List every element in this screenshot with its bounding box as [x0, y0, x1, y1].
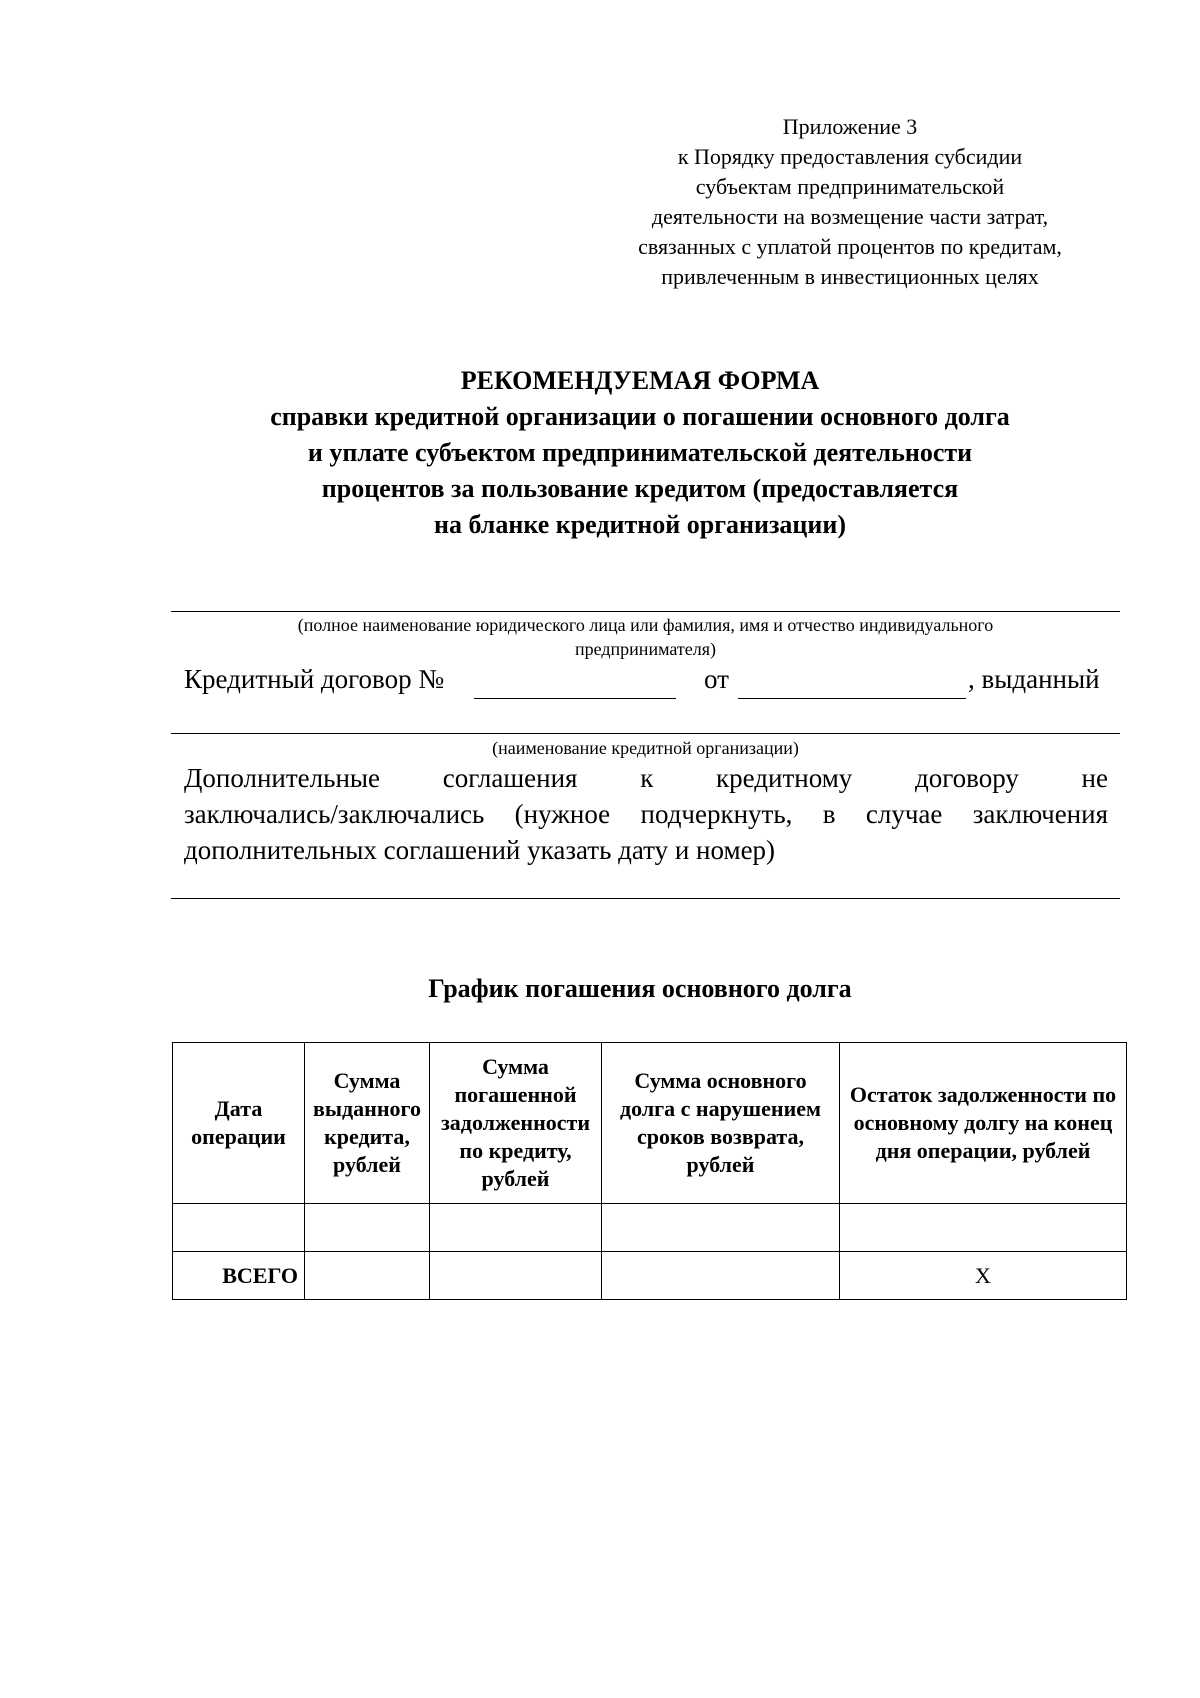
total-repaid-cell[interactable] [430, 1252, 602, 1300]
table-cell[interactable] [305, 1204, 430, 1252]
borrower-caption-line: (полное наименование юридического лица или фамилия, имя и отчество индивидуального [297, 615, 994, 635]
bank-name-field[interactable] [171, 733, 1120, 734]
title-line: справки кредитной организации о погашении основного долга [270, 402, 1010, 431]
repayment-schedule-table [172, 1042, 1127, 1300]
column-header-repaid-amount: Сумма погашенной задолженности по кредиту, рублей [430, 1043, 602, 1204]
agreements-paragraph [184, 760, 1108, 868]
column-header-date: Дата операции [173, 1043, 305, 1204]
title-line: РЕКОМЕНДУЕМАЯ ФОРМА [460, 366, 820, 395]
bank-caption: (наименование кредитной организации) [492, 738, 799, 758]
table-cell[interactable] [602, 1204, 840, 1252]
title-line: процентов за пользование кредитом (предоставляется [321, 474, 959, 503]
table-cell[interactable] [430, 1204, 602, 1252]
column-header-remaining-debt: Остаток задолженности по основному долгу на конец дня операции, рублей [840, 1043, 1127, 1204]
table-cell[interactable] [840, 1204, 1127, 1252]
table-cell[interactable] [173, 1204, 305, 1252]
table-header-row [173, 1043, 1127, 1204]
total-label: ВСЕГО [173, 1252, 305, 1300]
column-header-issued-amount: Сумма выданного кредита, рублей [305, 1043, 430, 1204]
contract-number-label: Кредитный договор № [184, 664, 445, 694]
appendix-line: субъектам предпринимательской [695, 174, 1005, 199]
borrower-name-field[interactable] [171, 611, 1120, 612]
appendix-line: привлеченным в инвестиционных целях [661, 264, 1039, 289]
table-row [173, 1204, 1127, 1252]
appendix-line: к Порядку предоставления субсидии [677, 144, 1023, 169]
total-row [173, 1252, 1127, 1300]
appendix-line: Приложение 3 [782, 114, 918, 139]
schedule-title: График погашения основного долга [428, 974, 852, 1003]
title-line: на бланке кредитной организации) [433, 510, 847, 539]
column-header-overdue-amount: Сумма основного долга с нарушением сроков возврата, рублей [602, 1043, 840, 1204]
borrower-caption [171, 613, 1120, 661]
total-issued-cell[interactable] [305, 1252, 430, 1300]
borrower-caption-line: предпринимателя) [575, 639, 716, 659]
contract-date-field[interactable] [738, 698, 966, 699]
agreements-line-1: Дополнительные соглашения к кредитному договору не [184, 763, 1108, 793]
contract-issued-label: , выданный [968, 664, 1100, 694]
contract-from-label: от [704, 664, 729, 694]
title-line: и уплате субъектом предпринимательской деятельности [307, 438, 973, 467]
total-remaining-cell: Х [840, 1252, 1127, 1300]
total-overdue-cell[interactable] [602, 1252, 840, 1300]
form-title [160, 363, 1120, 543]
appendix-line: связанных с уплатой процентов по кредитам, [638, 234, 1062, 259]
contract-number-field[interactable] [474, 698, 676, 699]
contract-row [184, 664, 1108, 704]
appendix-line: деятельности на возмещение части затрат, [651, 204, 1049, 229]
agreements-details-field[interactable] [171, 898, 1120, 899]
appendix-block [580, 112, 1120, 292]
agreements-text: заключались/заключались (нужное подчеркнуть, в случае заключения дополнительных соглашений указать дату и номер) [184, 799, 1108, 865]
